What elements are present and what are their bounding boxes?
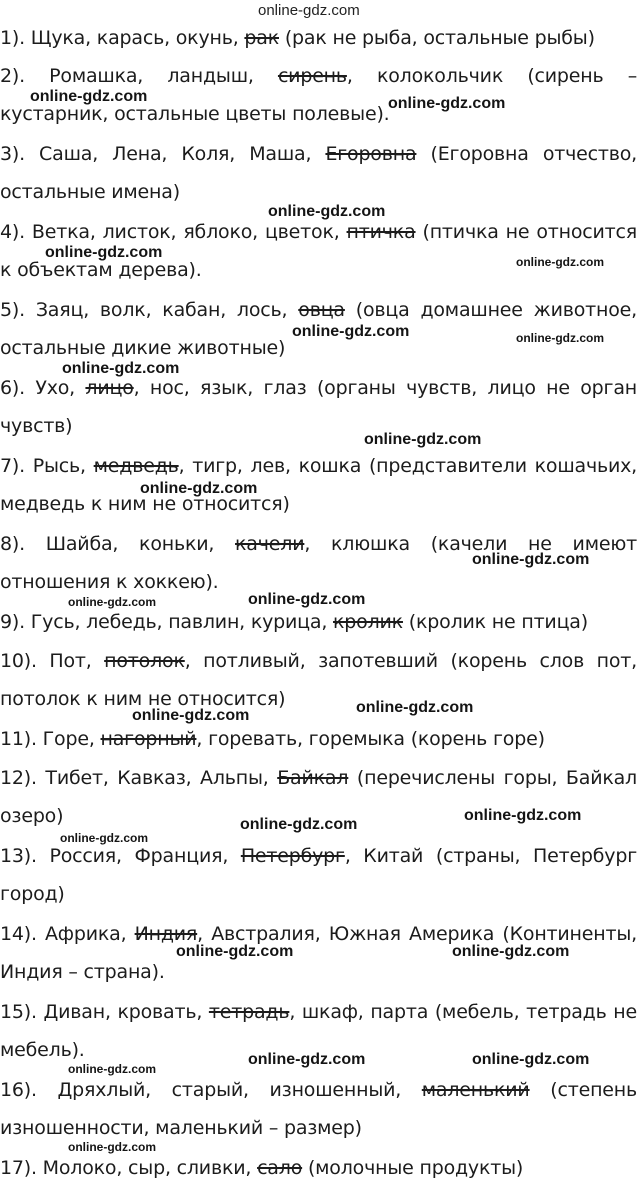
crossed-out-word: лицо bbox=[85, 377, 134, 399]
watermark: online-gdz.com bbox=[268, 203, 386, 220]
list-item: 2). Ромашка, ландыш, сирень, колокольчик (сирень – кустарник, остальные цветы полевые). bbox=[0, 65, 637, 125]
watermark: online-gdz.com bbox=[132, 707, 250, 724]
watermark: online-gdz.com bbox=[248, 591, 366, 608]
watermark: online-gdz.com bbox=[30, 88, 148, 105]
list-item: 7). Рысь, медведь, тигр, лев, кошка (представители кошачьих, медведь к ним не относится) bbox=[0, 455, 637, 515]
list-item: 1). Щука, карась, окунь, рак (рак не рыба, остальные рыбы) bbox=[0, 27, 595, 49]
crossed-out-word: сало bbox=[257, 1157, 303, 1179]
watermark: online-gdz.com bbox=[68, 1062, 156, 1076]
watermark: online-gdz.com bbox=[292, 323, 410, 340]
crossed-out-word: медведь bbox=[93, 455, 179, 477]
watermark: online-gdz.com bbox=[45, 244, 163, 261]
list-item: 11). Горе, нагорный, горевать, горемыка (корень горе) bbox=[0, 728, 545, 750]
list-item: 5). Заяц, волк, кабан, лось, овца (овца домашнее животное, остальные дикие животные) bbox=[0, 299, 637, 359]
watermark: online-gdz.com bbox=[364, 431, 482, 448]
crossed-out-word: Байкал bbox=[277, 767, 349, 789]
watermark: online-gdz.com bbox=[472, 1051, 590, 1068]
crossed-out-word: рак bbox=[244, 27, 279, 49]
crossed-out-word: птичка bbox=[346, 221, 416, 243]
watermark: online-gdz.com bbox=[258, 2, 360, 19]
crossed-out-word: тетрадь bbox=[208, 1001, 290, 1023]
watermark: online-gdz.com bbox=[516, 255, 604, 269]
crossed-out-word: кролик bbox=[333, 611, 403, 633]
watermark: online-gdz.com bbox=[388, 95, 506, 112]
crossed-out-word: овца bbox=[298, 299, 345, 321]
list-item: 10). Пот, потолок, потливый, запотевший (корень слов пот, потолок к ним не относится) bbox=[0, 650, 637, 710]
watermark: online-gdz.com bbox=[240, 816, 358, 833]
list-item: 13). Россия, Франция, Петербург, Китай (страны, Петербург город) bbox=[0, 845, 637, 905]
crossed-out-word: Егоровна bbox=[325, 143, 417, 165]
watermark: online-gdz.com bbox=[248, 1051, 366, 1068]
list-item: 4). Ветка, листок, яблоко, цветок, птичка (птичка не относится к объектам дерева). bbox=[0, 221, 637, 281]
crossed-out-word: Индия bbox=[134, 923, 198, 945]
watermark: online-gdz.com bbox=[68, 595, 156, 609]
list-item: 17). Молоко, сыр, сливки, сало (молочные продукты) bbox=[0, 1157, 524, 1179]
watermark: online-gdz.com bbox=[62, 360, 180, 377]
crossed-out-word: сирень bbox=[277, 65, 347, 87]
watermark: online-gdz.com bbox=[68, 1140, 156, 1154]
watermark: online-gdz.com bbox=[60, 831, 148, 845]
watermark: online-gdz.com bbox=[356, 699, 474, 716]
list-item: 15). Диван, кровать, тетрадь, шкаф, парта (мебель, тетрадь не мебель). bbox=[0, 1001, 637, 1061]
list-item: 12). Тибет, Кавказ, Альпы, Байкал (перечислены горы, Байкал озеро) bbox=[0, 767, 637, 827]
crossed-out-word: качели bbox=[235, 533, 305, 555]
watermark: online-gdz.com bbox=[472, 551, 590, 568]
list-item: 8). Шайба, коньки, качели, клюшка (качели не имеют отношения к хоккею). bbox=[0, 533, 637, 593]
crossed-out-word: маленький bbox=[421, 1079, 530, 1101]
crossed-out-word: потолок bbox=[104, 650, 185, 672]
list-item: 3). Саша, Лена, Коля, Маша, Егоровна (Егоровна отчество, остальные имена) bbox=[0, 143, 637, 203]
watermark: online-gdz.com bbox=[140, 480, 258, 497]
watermark: online-gdz.com bbox=[464, 807, 582, 824]
watermark: online-gdz.com bbox=[516, 331, 604, 345]
list-item: 9). Гусь, лебедь, павлин, курица, кролик (кролик не птица) bbox=[0, 611, 588, 633]
list-item: 14). Африка, Индия, Австралия, Южная Америка (Континенты, Индия – страна). bbox=[0, 923, 637, 983]
watermark: online-gdz.com bbox=[452, 943, 570, 960]
list-item: 16). Дряхлый, старый, изношенный, маленький (степень изношенности, маленький – размер) bbox=[0, 1079, 637, 1139]
crossed-out-word: нагорный bbox=[100, 728, 197, 750]
crossed-out-word: Петербург bbox=[240, 845, 345, 867]
list-item: 6). Ухо, лицо, нос, язык, глаз (органы чувств, лицо не орган чувств) bbox=[0, 377, 637, 437]
watermark: online-gdz.com bbox=[176, 943, 294, 960]
